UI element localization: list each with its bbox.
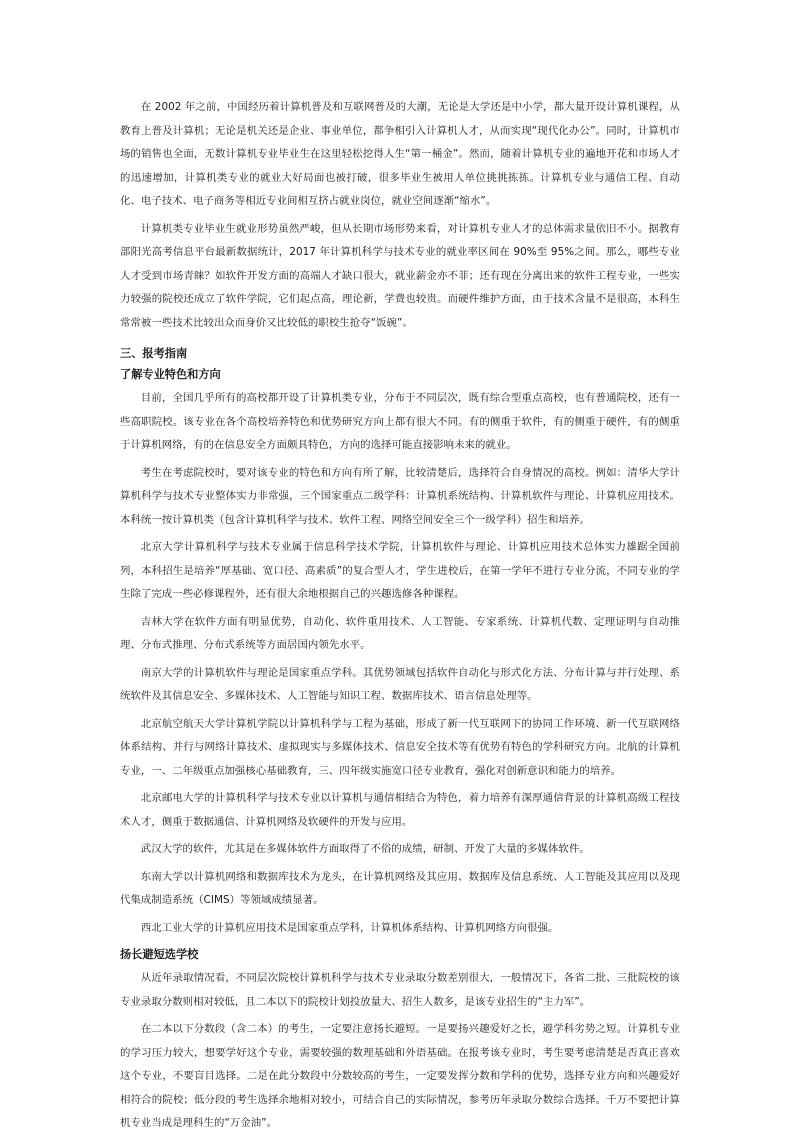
features-paragraph-8: 武汉大学的软件，尤其是在多媒体软件方面取得了不俗的成绩，研制、开发了大量的多媒体软件。: [140, 843, 590, 855]
features-paragraph-6: 北京航空航天大学计算机学院以计算机科学与工程为基础，形成了新一代互联网下的协同工作环境、新一代互联网络体系结构、并行与网络计算技术、虚拟现实与多媒体技术、信息安全技术等有优势有特色的学科研究方向。北航的计算机专业，一、二年级重点加强核心基础教育，三、四年级实施宽口径专业教育，强化对创新意识和能力的培养。: [120, 717, 680, 777]
features-paragraph-3: 北京大学计算机科学与技术专业属于信息科学技术学院，计算机软件与理论、计算机应用技术总体实力雄踞全国前列，本科招生是培养“厚基础、宽口径、高素质”的复合型人才，学生进校后，在第一学年不进行专业分流，不同专业的学生除了完成一些必修课程外，还有很大余地根据自己的兴趣选修各种课程。: [120, 541, 680, 600]
strengths-paragraph-1: 从近年录取情况看，不同层次院校计算机科学与技术专业录取分数差别很大，一般情况下，各省二批、三批院校的该专业录取分数则相对较低，且二本以下的院校计划投放量大、招生人数多，是该专业招生的“主力军”。: [120, 972, 680, 1008]
features-paragraph-4: 吉林大学在软件方面有明显优势，自动化、软件重用技术、人工智能、专家系统、计算机代数、定理证明与自动推理、分布式推理、分布式系统等方面居国内领先水平。: [120, 615, 680, 651]
features-paragraph-10: 西北工业大学的计算机应用技术是国家重点学科，计算机体系结构、计算机网络方向很强。: [140, 921, 559, 934]
subsection-title-features: 了解专业特色和方向: [120, 368, 221, 381]
features-paragraph-9: 东南大学以计算机网络和数据库技术为龙头，在计算机网络及其应用、数据库及信息系统、人工智能及其应用以及现代集成制造系统（CIMS）等领域成绩显著。: [120, 870, 680, 906]
strengths-paragraph-2: 在二本以下分数段（含二本）的考生，一定要注意扬长避短。一是要扬兴趣爱好之长，避学科劣势之短。计算机专业的学习压力较大，想要学好这个专业，需要较强的数理基础和外语基础。在报考该专业时，考生要考虑清楚是否真正喜欢这个专业，不要盲目选择。二是在此分数段中分数较高的考生，一定要发挥分数和学科的优势，选择专业方向和兴趣爱好相符合的院校；低分段的考生选择余地相对较小，可结合自己的实际情况，参考历年录取分数综合选择。千万不要把计算机专业当成是理科生的“万金油”。: [120, 1023, 680, 1129]
features-paragraph-5: 南京大学的计算机软件与理论是国家重点学科。其优势领域包括软件自动化与形式化方法、分布计算与并行处理、系统软件及其信息安全、多媒体技术、人工智能与知识工程、数据库技术、语言信息处理等。: [120, 666, 680, 702]
intro-paragraph-1: 在 2002 年之前，中国经历着计算机普及和互联网普及的大潮，无论是大学还是中小学，都大量开设计算机课程，从教育上普及计算机；无论是机关还是企业、事业单位，都争相引入计算机人才，从而实现“现代化办公”。同时，计算机市场的销售也全面，无数计算机专业毕业生在这里轻松挖得人生“第一桶金”。然而，随着计算机专业的遍地开花和市场人才的迅速增加，计算机类专业的就业大好局面也被打破，很多毕业生被用人单位挑挑拣拣。计算机专业与通信工程、自动化、电子技术、电子商务等相近专业间相互挤占就业岗位，就业空间逐渐“缩水”。: [120, 101, 680, 207]
features-paragraph-7: 北京邮电大学的计算机科学与技术专业以计算机与通信相结合为特色，着力培养有深厚通信背景的计算机高级工程技术人才，侧重于数据通信、计算机网络及软硬件的开发与应用。: [120, 792, 680, 828]
section-title-guide: 三、报考指南: [120, 347, 188, 360]
features-paragraph-2: 考生在考虑院校时，要对该专业的特色和方向有所了解，比较清楚后，选择符合自身情况的高校。例如：清华大学计算机科学与技术专业整体实力非常强，三个国家重点二级学科：计算机系统结构、计算机软件与理论、计算机应用技术。本科统一按计算机类（包含计算机科学与技术、软件工程、网络空间安全三个一级学科）招生和培养。: [120, 466, 680, 526]
intro-paragraph-2: 计算机类专业毕业生就业形势虽然严峻，但从长期市场形势来看，对计算机专业人才的总体需求量依旧不小。据教育部阳光高考信息平台最新数据统计，2017 年计算机科学与技术专业的就业率区间在 90%至 95%之间。那么，哪些专业人才受到市场青睐？如软件开发方面的高端人才缺口很大，就业薪金亦不菲；还有现在分离出来的软件工程专业，一些实力较强的院校还成立了软件学院，它们起点高，理论新，学费也较贵。而硬件维护方面，由于技术含量不是很高，本科生常常被一些技术比较出众而身价又比较低的职校生抢夺“饭碗”。: [120, 222, 680, 329]
features-paragraph-1: 目前，全国几乎所有的高校都开设了计算机类专业，分布于不同层次，既有综合型重点高校，也有普通院校，还有一些高职院校。该专业在各个高校培养特色和优势研究方向上都有很大不同。有的侧重于软件，有的侧重于硬件，有的侧重于计算机网络，有的在信息安全方面颇具特色，方向的选择可能直接影响未来的就业。: [120, 392, 680, 451]
subsection-title-strengths: 扬长避短选学校: [120, 948, 199, 961]
